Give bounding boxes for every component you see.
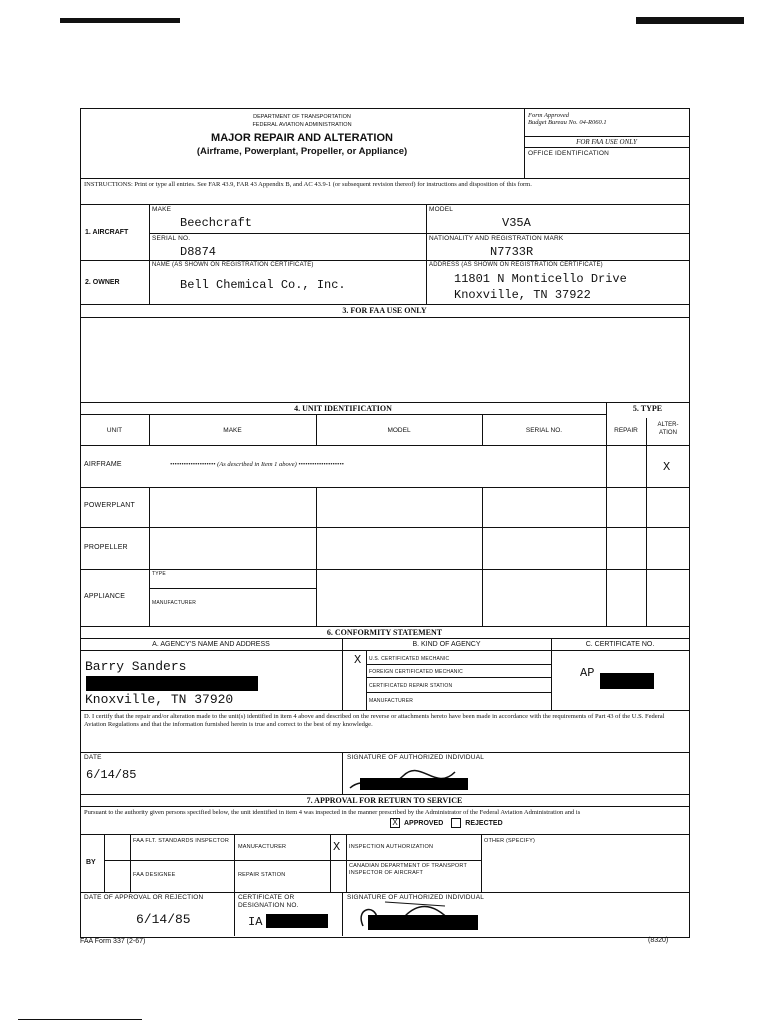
approval-date: 6/14/85 bbox=[136, 912, 191, 927]
appliance-type-label: TYPE bbox=[152, 571, 166, 577]
inspection-authorization: INSPECTION AUTHORIZATION bbox=[349, 844, 434, 850]
section-approval: 7. APPROVAL FOR RETURN TO SERVICE bbox=[306, 796, 463, 805]
section-unit-identification: 4. UNIT IDENTIFICATION bbox=[294, 404, 392, 413]
model-label: MODEL bbox=[429, 206, 454, 213]
form-approved: Form Approved bbox=[528, 112, 569, 119]
faa-designee: FAA DESIGNEE bbox=[133, 872, 176, 878]
nationality-label: NATIONALITY AND REGISTRATION MARK bbox=[429, 235, 564, 242]
owner-address-label: ADDRESS (AS SHOWN ON REGISTRATION CERTIFICATE) bbox=[429, 262, 603, 268]
agency-city: Knoxville, TN 37920 bbox=[85, 692, 234, 707]
conformity-signature-label: SIGNATURE OF AUTHORIZED INDIVIDUAL bbox=[347, 754, 485, 761]
airframe-alteration-mark: X bbox=[663, 460, 671, 474]
col-serial: SERIAL NO. bbox=[525, 427, 563, 434]
approval-by: BY bbox=[86, 859, 96, 866]
redacted-approval-signature bbox=[368, 915, 478, 930]
appliance-manufacturer-label: MANUFACTURER bbox=[152, 600, 197, 606]
form-subtitle: (Airframe, Powerplant, Propeller, or Appliance) bbox=[196, 146, 408, 157]
col-repair: REPAIR bbox=[614, 427, 638, 434]
col-make: MAKE bbox=[223, 427, 242, 434]
other-specify: OTHER (SPECIFY) bbox=[484, 838, 535, 844]
section-faa-use-only: 3. FOR FAA USE ONLY bbox=[342, 306, 427, 315]
certify-statement: D. I certify that the repair and/or alteration made to the unit(s) identified in item 4 above and described on the reverse or attachments hereto have been made in accordance with the requirements of Part 43 of the U.S. Federal Aviation Regulations and that the information furnished herein is true and correct to the best of my knowledge. bbox=[84, 713, 665, 728]
row-propeller: PROPELLER bbox=[84, 544, 128, 551]
scan-artifact-bottom-line bbox=[18, 1019, 142, 1020]
approval-statement: Pursuant to the authority given persons specified below, the unit identified in item 4 was inspected in the manner prescribed by the Administrator of the Federal Aviation Administration and is bbox=[84, 809, 581, 816]
row-powerplant: POWERPLANT bbox=[84, 502, 136, 509]
aircraft-registration: N7733R bbox=[490, 245, 534, 259]
conformity-col-a: A. AGENCY'S NAME AND ADDRESS bbox=[152, 641, 270, 648]
agency-name: FEDERAL AVIATION ADMINISTRATION bbox=[252, 122, 352, 128]
col-alteration: ALTER-ATION bbox=[657, 422, 679, 436]
section-type: 5. TYPE bbox=[632, 404, 663, 413]
canadian-inspector: CANADIAN DEPARTMENT OF TRANSPORT INSPECTOR OF AIRCRAFT bbox=[349, 863, 467, 876]
airframe-description: •••••••••••••••••••• (As described in Item 1 above) •••••••••••••••••••• bbox=[170, 461, 344, 468]
faa-flt-standards: FAA FLT. STANDARDS INSPECTOR bbox=[133, 838, 230, 844]
scan-artifact-bar-left bbox=[60, 18, 180, 23]
redacted-agency-street bbox=[86, 676, 258, 691]
certificate-prefix: AP bbox=[580, 666, 595, 680]
approved-checkbox: X bbox=[390, 818, 400, 828]
approval-manufacturer: MANUFACTURER bbox=[238, 844, 287, 850]
redacted-certificate-no bbox=[600, 673, 654, 689]
kind-repair-station: CERTIFICATED REPAIR STATION bbox=[369, 683, 453, 689]
owner-name-label: NAME (AS SHOWN ON REGISTRATION CERTIFICATE) bbox=[152, 262, 314, 268]
form-title: MAJOR REPAIR AND ALTERATION bbox=[211, 132, 393, 144]
kind-manufacturer: MANUFACTURER bbox=[369, 698, 414, 704]
scan-artifact-bar-right bbox=[636, 17, 744, 24]
dept-name: DEPARTMENT OF TRANSPORTATION bbox=[253, 114, 351, 120]
office-identification-label: OFFICE IDENTIFICATION bbox=[528, 150, 609, 157]
cert-designation-prefix: IA bbox=[248, 915, 263, 929]
owner-address-line2: Knoxville, TN 37922 bbox=[454, 288, 591, 302]
kind-us-mechanic: U.S. CERTIFICATED MECHANIC bbox=[369, 656, 450, 662]
serial-label: SERIAL NO. bbox=[152, 235, 191, 242]
agency-name: Barry Sanders bbox=[85, 659, 187, 674]
rejected-checkbox bbox=[451, 818, 461, 828]
col-unit: UNIT bbox=[106, 427, 123, 434]
conformity-col-b: B. KIND OF AGENCY bbox=[412, 641, 481, 648]
section-aircraft: 1. AIRCRAFT bbox=[85, 229, 129, 236]
redacted-cert-designation bbox=[266, 914, 328, 928]
approval-manufacturer-mark: X bbox=[333, 840, 341, 854]
section-conformity: 6. CONFORMITY STATEMENT bbox=[326, 628, 443, 637]
row-airframe: AIRFRAME bbox=[84, 461, 122, 468]
owner-address-line1: 11801 N Monticello Drive bbox=[454, 272, 627, 286]
approved-label: APPROVED bbox=[404, 819, 444, 827]
make-label: MAKE bbox=[152, 206, 172, 213]
conformity-date: 6/14/85 bbox=[86, 768, 137, 782]
aircraft-serial: D8874 bbox=[180, 245, 217, 259]
aircraft-make: Beechcraft bbox=[180, 216, 253, 230]
form-code: (8320) bbox=[648, 937, 669, 944]
redacted-conformity-signature bbox=[360, 778, 468, 790]
approval-signature-label: SIGNATURE OF AUTHORIZED INDIVIDUAL bbox=[347, 894, 485, 901]
budget-bureau: Budget Bureau No. 04-R060.1 bbox=[528, 119, 607, 126]
rejected-label: REJECTED bbox=[465, 819, 503, 827]
col-model: MODEL bbox=[387, 427, 411, 434]
faa-use-only: FOR FAA USE ONLY bbox=[576, 138, 637, 146]
section-owner: 2. OWNER bbox=[85, 279, 120, 286]
kind-foreign-mechanic: FOREIGN CERTIFICATED MECHANIC bbox=[369, 669, 463, 675]
instructions: INSTRUCTIONS: Print or type all entries. See FAR 43.9, FAR 43 Appendix B, and AC 43.9-1 (or subsequent revision thereof) for instructions and disposition of this form. bbox=[84, 181, 532, 188]
row-appliance: APPLIANCE bbox=[84, 593, 126, 600]
approval-repair-station: REPAIR STATION bbox=[238, 872, 286, 878]
form-number: FAA Form 337 (2-67) bbox=[80, 938, 146, 945]
owner-name: Bell Chemical Co., Inc. bbox=[180, 278, 346, 292]
cert-designation-label: CERTIFICATE OR DESIGNATION NO. bbox=[238, 894, 299, 909]
aircraft-model: V35A bbox=[502, 216, 531, 230]
kind-agency-mark: X bbox=[354, 653, 362, 667]
conformity-date-label: DATE bbox=[84, 754, 102, 761]
approval-date-label: DATE OF APPROVAL OR REJECTION bbox=[84, 894, 204, 901]
conformity-col-c: C. CERTIFICATE NO. bbox=[585, 641, 655, 648]
